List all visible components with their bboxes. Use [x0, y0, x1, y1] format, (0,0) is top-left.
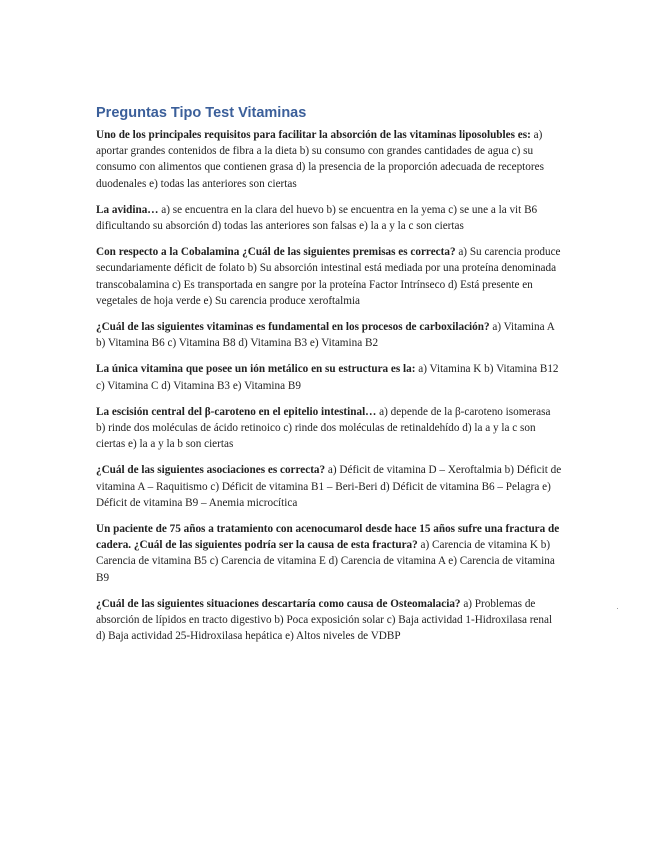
question-options: a) Vitamina K b) Vitamina B12 c) Vitamina C d) Vitamina B3 e) Vitamina B9: [96, 363, 559, 392]
question-stem: Un paciente de 75 años a tratamiento con acenocumarol desde hace 15 años sufre una fractura de cadera. ¿Cuál de las siguientes podría ser la causa de esta fractura?: [96, 523, 560, 552]
question-options: a) se encuentra en la clara del huevo b) se encuentra en la yema c) se une a la vit B6 dificultando su absorción d) todas las anteriores son falsas e) la a y la c son ciertas: [96, 203, 538, 233]
question-stem: La avidina…: [96, 203, 162, 216]
question-stem: La única vitamina que posee un ión metálico en su estructura es la:: [96, 363, 419, 376]
question-7: [96, 462, 562, 511]
question-options: a) Su carencia produce secundariamente déficit de folato b) Su absorción intestinal está mediada por una proteína denominada transcobalamina c) Es transportada en sangre por la proteína Factor Intrínseco d) Está presente en vegetales de hoja verde e) Su carencia produce xeroftalmia: [96, 246, 561, 307]
question-options: a) Carencia de vitamina K b) Carencia de vitamina B5 c) Carencia de vitamina E d) Carencia de vitamina A e) Carencia de vitamina B9: [96, 539, 555, 584]
question-options: a) depende de la β-caroteno isomerasa b) rinde dos moléculas de ácido retinoico c) rinde dos moléculas de retinaldehído d) la a y la c son ciertas e) la a y la b son ciertas: [96, 405, 551, 451]
question-options: a) aportar grandes contenidos de fibra a la dieta b) su consumo con grandes cantidades de agua c) su consumo con alimentos que contienen grasa d) la presencia de la proporción adecuada de receptores duodenales e) todas las anteriores son ciertas: [96, 129, 544, 190]
question-options: a) Problemas de absorción de lípidos en tracto digestivo b) Poca exposición solar c) Baja actividad 1-Hidroxilasa renal d) Baja actividad 25-Hidroxilasa hepática e) Altos niveles de VDBP: [96, 597, 553, 643]
question-8: [96, 521, 562, 586]
question-options: a) Déficit de vitamina D – Xeroftalmia b) Déficit de vitamina A – Raquitismo c) Déficit de vitamina B1 – Beri-Beri d) Déficit de vitamina B6 – Pelagra e) Déficit de vitamina B9 – Anemia microcítica: [96, 464, 562, 509]
question-stem: ¿Cuál de las siguientes vitaminas es fundamental en los procesos de carboxilación?: [96, 321, 493, 334]
question-stem: La escisión central del β-caroteno en el epitelio intestinal…: [96, 405, 380, 418]
question-stem: Con respecto a la Cobalamina ¿Cuál de las siguientes premisas es correcta?: [96, 246, 459, 259]
question-options: a) Vitamina A b) Vitamina B6 c) Vitamina B8 d) Vitamina B3 e) Vitamina B2: [96, 321, 555, 350]
question-6: [96, 404, 562, 453]
stray-mark: [617, 608, 618, 609]
document-page: [96, 103, 562, 654]
question-2: [96, 202, 562, 234]
question-1: [96, 127, 562, 192]
question-4: [96, 319, 562, 351]
question-stem: ¿Cuál de las siguientes situaciones descartaría como causa de Osteomalacia?: [96, 597, 464, 610]
question-5: [96, 361, 562, 393]
document-title: Preguntas Tipo Test Vitaminas: [96, 105, 307, 121]
question-3: [96, 244, 562, 309]
question-stem: ¿Cuál de las siguientes asociaciones es correcta?: [96, 464, 328, 477]
question-stem: Uno de los principales requisitos para facilitar la absorción de las vitaminas liposolubles es:: [96, 129, 534, 141]
question-9: [96, 596, 562, 645]
